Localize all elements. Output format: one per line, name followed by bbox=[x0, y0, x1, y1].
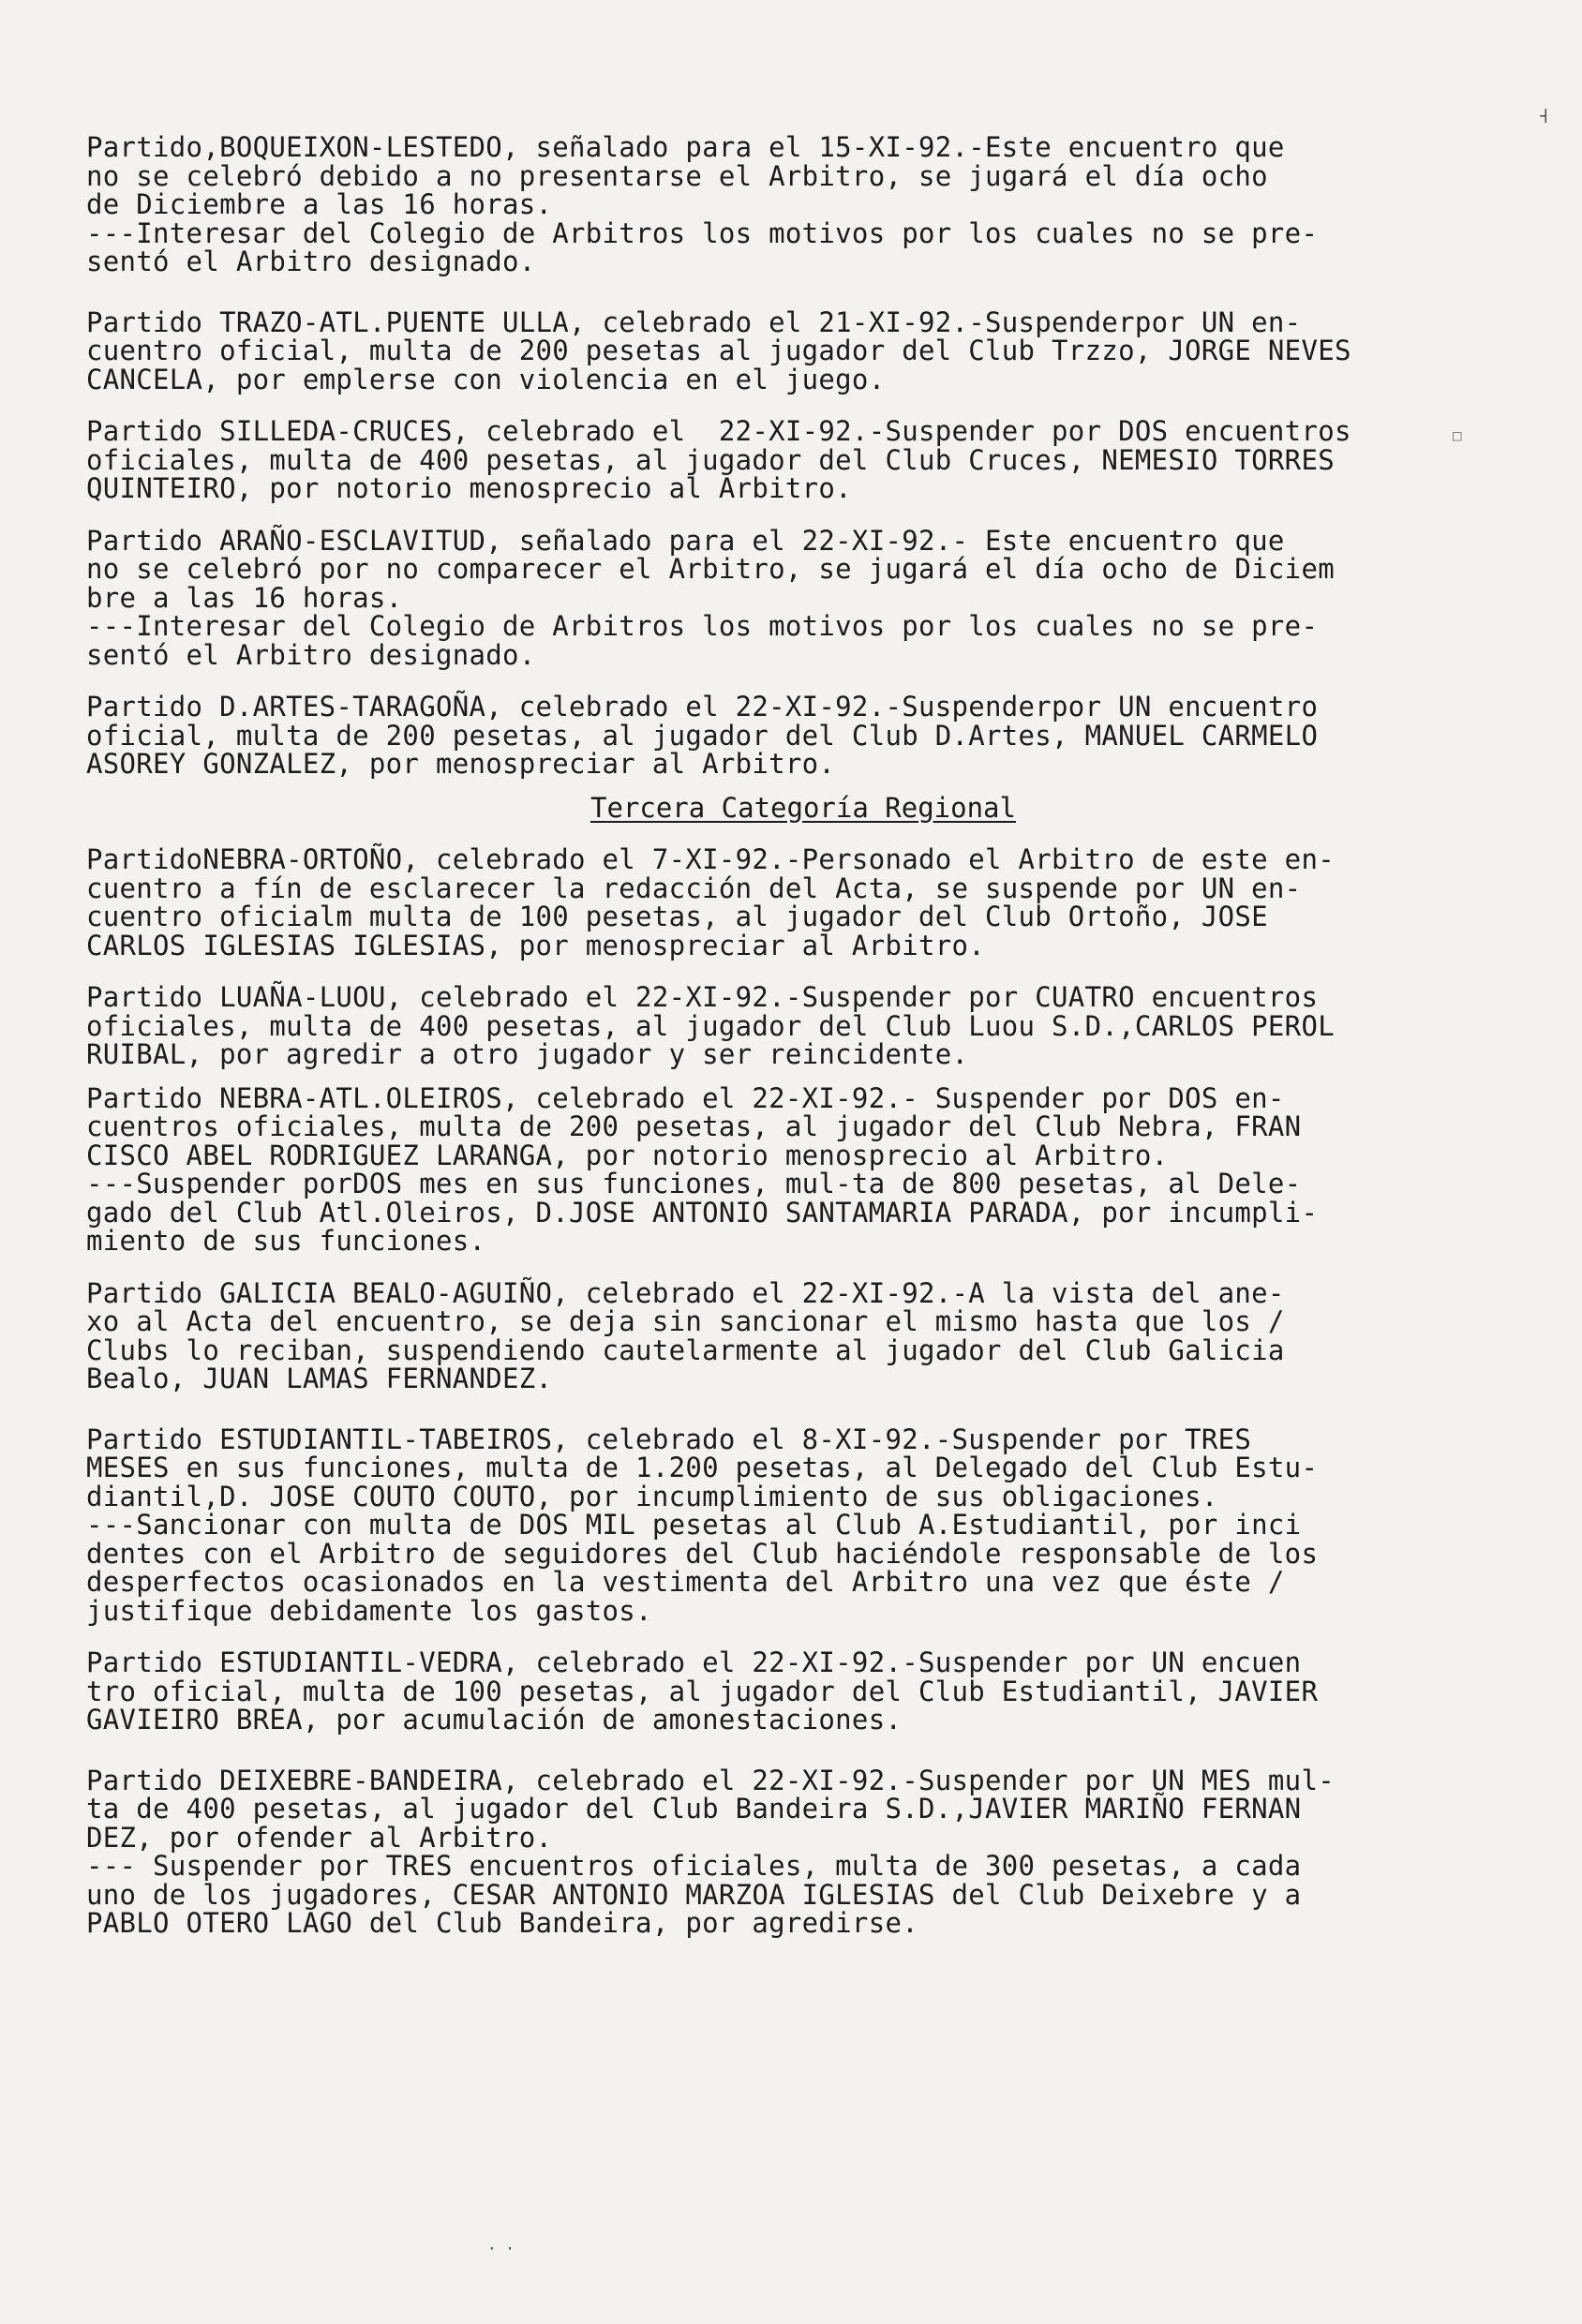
stray-mark: □ bbox=[1453, 426, 1462, 444]
ruling-estudiantil-tabeiros: Partido ESTUDIANTIL-TABEIROS, celebrado el 8-XI-92.-Suspender por TRES MESES en sus funciones, multa de 1.200 pesetas, al Delegado del Club Estu- diantil,D. JOSE COUTO COUTO, por incumplimiento de sus obligaciones. ---Sancionar con multa de DOS MIL pesetas al Club A.Estudiantil, por inci dentes con el Arbitro de seguidores del Club haciéndole responsable de los desperfectos ocasionados en la vestimenta del Arbitro una vez que éste / justifique debidamente los gastos. bbox=[86, 1423, 1319, 1627]
ruling-dartes-taragona: Partido D.ARTES-TARAGOÑA, celebrado el 22-XI-92.-Suspenderpor UN encuentro oficial, multa de 200 pesetas, al jugador del Club D.Artes, MANUEL CARMELO ASOREY GONZALEZ, por menospreciar al Arbitro. bbox=[86, 691, 1319, 780]
ruling-luana-luou: Partido LUAÑA-LUOU, celebrado el 22-XI-92.-Suspender por CUATRO encuentros oficiales, multa de 400 pesetas, al jugador del Club Luou S.D.,CARLOS PEROL RUIBAL, por agredir a otro jugador y ser reincidente. bbox=[86, 981, 1335, 1070]
ruling-silleda-cruces: Partido SILLEDA-CRUCES, celebrado el 22-XI-92.-Suspender por DOS encuentros oficiales, multa de 400 pesetas, al jugador del Club Cruces, NEMESIO TORRES QUINTEIRO, por notorio menosprecio al Arbitro. bbox=[86, 415, 1351, 504]
ruling-boqueixon-lestedo: Partido,BOQUEIXON-LESTEDO, señalado para el 15-XI-92.-Este encuentro que no se celebró debido a no presentarse el Arbitro, se jugará el día ocho de Diciembre a las 16 horas. ---Interesar del Colegio de Arbitros los motivos por los cuales no se pre- sentó el Arbitro designado. bbox=[86, 131, 1319, 277]
ruling-arano-esclavitud: Partido ARAÑO-ESCLAVITUD, señalado para el 22-XI-92.- Este encuentro que no se celebró por no comparecer el Arbitro, se jugará el día ocho de Diciem bre a las 16 horas. ---Interesar del Colegio de Arbitros los motivos por los cuales no se pre- sentó el Arbitro designado. bbox=[86, 524, 1335, 671]
stray-dots: · · bbox=[487, 2240, 515, 2257]
ruling-trazo-puente-ulla: Partido TRAZO-ATL.PUENTE ULLA, celebrado el 21-XI-92.-Suspenderpor UN en- cuentro oficial, multa de 200 pesetas al jugador del Club Trzzo, JORGE NEVES CANCELA, por emplerse con violencia en el juego. bbox=[86, 305, 1351, 395]
margin-mark: ˧ bbox=[1537, 105, 1550, 128]
ruling-galicia-bealo-aguino: Partido GALICIA BEALO-AGUIÑO, celebrado el 22-XI-92.-A la vista del ane- xo al Acta del encuentro, se deja sin sancionar el mismo hasta que los / Clubs lo reciban, suspendiendo cautelarmente al jugador del Club Galicia Bealo, JUAN LAMAS FERNANDEZ. bbox=[86, 1276, 1285, 1394]
ruling-nebra-atl-oleiros: Partido NEBRA-ATL.OLEIROS, celebrado el 22-XI-92.- Suspender por DOS en- cuentros oficiales, multa de 200 pesetas, al jugador del Club Nebra, FRAN CISCO ABEL RODRIGUEZ LARANGA, por notorio menosprecio al Arbitro. ---Suspender porDOS mes en sus funciones, mul-ta de 800 pesetas, al Dele- gado del Club Atl.Oleiros, D.JOSE ANTONIO SANTAMARIA PARADA, por incumpli- miento de sus funciones. bbox=[86, 1081, 1319, 1257]
section-heading: Tercera Categoría Regional bbox=[590, 791, 1016, 824]
ruling-nebra-ortono: PartidoNEBRA-ORTOÑO, celebrado el 7-XI-92.-Personado el Arbitro de este en- cuentro a fín de esclarecer la redacción del Acta, se suspende por UN en- cuentro oficialm multa de 100 pesetas, al jugador del Club Ortoño, JOSE CARLOS IGLESIAS IGLESIAS, por menospreciar al Arbitro. bbox=[86, 843, 1335, 961]
ruling-deixebre-bandeira: Partido DEIXEBRE-BANDEIRA, celebrado el 22-XI-92.-Suspender por UN MES mul- ta de 400 pesetas, al jugador del Club Bandeira S.D.,JAVIER MARIÑO FERNAN DEZ, por ofender al Arbitro. --- Suspender por TRES encuentros oficiales, multa de 300 pesetas, a cada uno de los jugadores, CESAR ANTONIO MARZOA IGLESIAS del Club Deixebre y a PABLO OTERO LAGO del Club Bandeira, por agredirse. bbox=[86, 1764, 1335, 1939]
ruling-estudiantil-vedra: Partido ESTUDIANTIL-VEDRA, celebrado el 22-XI-92.-Suspender por UN encuen tro oficial, multa de 100 pesetas, al jugador del Club Estudiantil, JAVIER GAVIEIRO BREA, por acumulación de amonestaciones. bbox=[86, 1646, 1319, 1736]
